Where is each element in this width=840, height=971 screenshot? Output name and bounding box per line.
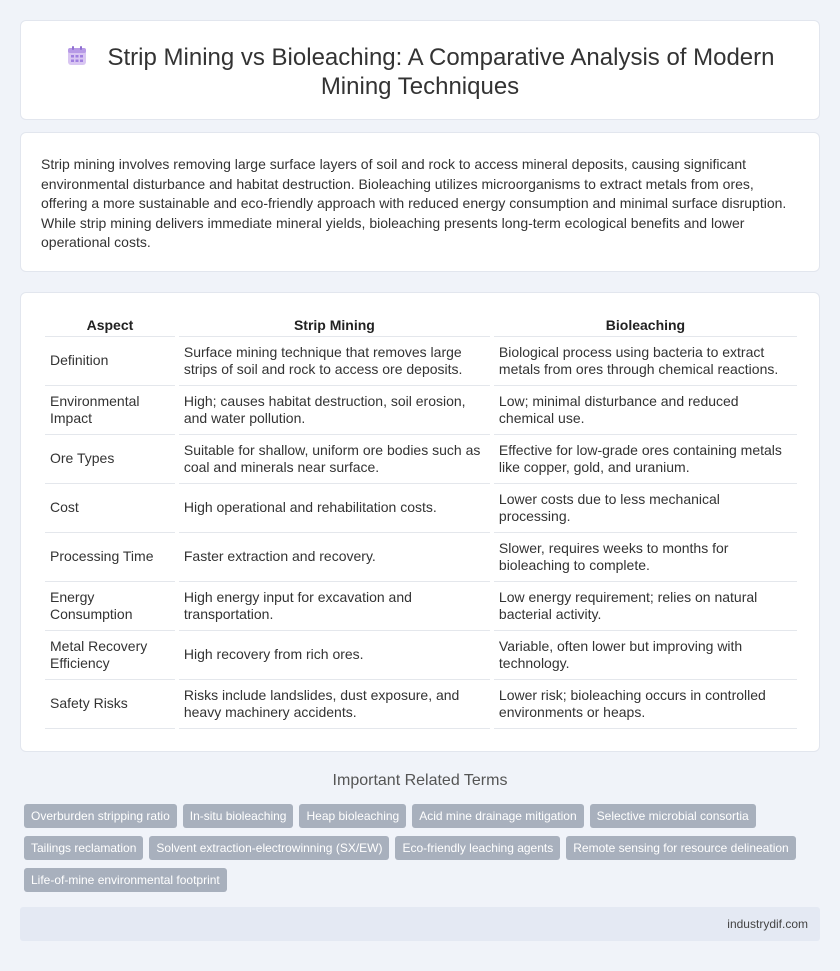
row-strip-mining: High operational and rehabilitation costs. [179, 484, 490, 533]
intro-card [20, 132, 820, 272]
term-tag[interactable]: Remote sensing for resource delineation [566, 836, 795, 860]
row-strip-mining: High energy input for excavation and transportation. [179, 582, 490, 631]
table-row [45, 435, 797, 484]
row-bioleaching: Variable, often lower but improving with technology. [494, 631, 797, 680]
row-aspect: Safety Risks [45, 680, 175, 729]
term-tag[interactable]: Heap bioleaching [299, 804, 406, 828]
comparison-table [41, 309, 801, 729]
row-strip-mining: High; causes habitat destruction, soil erosion, and water pollution. [179, 386, 490, 435]
row-bioleaching: Biological process using bacteria to extract metals from ores through chemical reactions. [494, 337, 797, 386]
row-strip-mining: Faster extraction and recovery. [179, 533, 490, 582]
calendar-icon [66, 45, 88, 67]
table-row [45, 386, 797, 435]
comparison-card [20, 292, 820, 752]
term-tag[interactable]: Tailings reclamation [24, 836, 143, 860]
term-tag[interactable]: Eco-friendly leaching agents [395, 836, 560, 860]
term-tag[interactable]: Solvent extraction-electrowinning (SX/EW) [149, 836, 389, 860]
row-bioleaching: Lower risk; bioleaching occurs in controlled environments or heaps. [494, 680, 797, 729]
term-tag[interactable]: Overburden stripping ratio [24, 804, 177, 828]
row-aspect: Definition [45, 337, 175, 386]
table-row [45, 582, 797, 631]
term-tag[interactable]: In-situ bioleaching [183, 804, 294, 828]
table-row [45, 484, 797, 533]
page-title-block [21, 43, 819, 101]
row-strip-mining: Suitable for shallow, uniform ore bodies such as coal and minerals near surface. [179, 435, 490, 484]
header-strip-mining: Strip Mining [179, 309, 490, 337]
row-bioleaching: Lower costs due to less mechanical processing. [494, 484, 797, 533]
row-strip-mining: Risks include landslides, dust exposure, and heavy machinery accidents. [179, 680, 490, 729]
table-row [45, 631, 797, 680]
table-row [45, 337, 797, 386]
table-header-row [45, 309, 797, 337]
row-aspect: Environmental Impact [45, 386, 175, 435]
header-aspect: Aspect [45, 309, 175, 337]
row-strip-mining: High recovery from rich ores. [179, 631, 490, 680]
row-bioleaching: Low; minimal disturbance and reduced chemical use. [494, 386, 797, 435]
term-tag[interactable]: Life-of-mine environmental footprint [24, 868, 227, 892]
row-bioleaching: Effective for low-grade ores containing metals like copper, gold, and uranium. [494, 435, 797, 484]
row-aspect: Metal Recovery Efficiency [45, 631, 175, 680]
row-aspect: Cost [45, 484, 175, 533]
row-aspect: Energy Consumption [45, 582, 175, 631]
table-row [45, 533, 797, 582]
header-card [20, 20, 820, 120]
page-title: Strip Mining vs Bioleaching: A Comparative Analysis of Modern Mining Techniques [107, 44, 775, 100]
row-bioleaching: Low energy requirement; relies on natural bacterial activity. [494, 582, 797, 631]
row-aspect: Processing Time [45, 533, 175, 582]
term-tag[interactable]: Selective microbial consortia [590, 804, 756, 828]
footer-site-link[interactable]: industrydif.com [727, 917, 808, 931]
row-aspect: Ore Types [45, 435, 175, 484]
related-terms-title: Important Related Terms [332, 772, 508, 789]
row-strip-mining: Surface mining technique that removes large strips of soil and rock to access ore deposits. [179, 337, 490, 386]
footer [20, 907, 820, 941]
table-row [45, 680, 797, 729]
intro-text: Strip mining involves removing large surface layers of soil and rock to access mineral deposits, causing significant environmental disturbance and habitat destruction. Bioleaching utilizes microorganisms to extract metals from ores, offering a more sustainable and eco-friendly approach with reduced energy consumption and minimal surface disruption. While strip mining delivers immediate mineral yields, bioleaching presents long-term ecological benefits and lower operational costs. [41, 156, 787, 250]
row-bioleaching: Slower, requires weeks to months for bioleaching to complete. [494, 533, 797, 582]
related-terms-list [24, 804, 824, 900]
term-tag[interactable]: Acid mine drainage mitigation [412, 804, 583, 828]
header-bioleaching: Bioleaching [494, 309, 797, 337]
